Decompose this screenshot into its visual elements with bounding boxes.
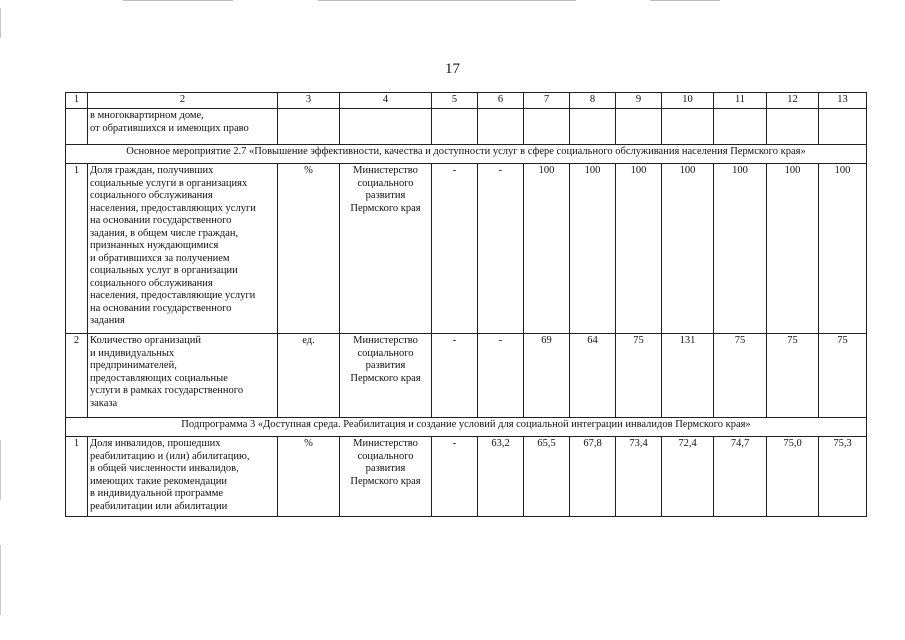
scan-edge-line-right	[650, 0, 720, 1]
header-cell: 11	[714, 93, 767, 109]
value-cell: -	[432, 164, 478, 334]
header-cell: 2	[88, 93, 278, 109]
header-cell: 7	[524, 93, 570, 109]
indicator-name-cell: в многоквартирном доме, от обратившихся и имеющих право	[88, 109, 278, 145]
value-cell	[570, 109, 616, 145]
value-cell: 75,3	[819, 437, 867, 517]
unit-cell: %	[278, 164, 340, 334]
unit-cell: ед.	[278, 334, 340, 418]
value-cell: 75	[767, 334, 819, 418]
value-cell	[819, 109, 867, 145]
indicators-table	[65, 92, 867, 517]
section-title: Подпрограмма 3 «Доступная среда. Реабилитация и создание условий для социальной интеграции инвалидов Пермского края»	[66, 418, 867, 437]
header-cell: 12	[767, 93, 819, 109]
value-cell: 75	[616, 334, 662, 418]
value-cell: 63,2	[478, 437, 524, 517]
header-cell: 9	[616, 93, 662, 109]
value-cell	[616, 109, 662, 145]
row-number-cell: 1	[66, 164, 88, 334]
table-row	[66, 437, 867, 517]
value-cell: 100	[662, 164, 714, 334]
value-cell: 74,7	[714, 437, 767, 517]
value-cell: 100	[570, 164, 616, 334]
value-cell	[478, 109, 524, 145]
value-cell	[767, 109, 819, 145]
indicator-name-cell: Доля инвалидов, прошедших реабилитацию и (или) абилитацию, в общей численности инвалидов, имеющих такие рекомендации в индивидуальной программе реабилитации или абилитации	[88, 437, 278, 517]
header-cell: 1	[66, 93, 88, 109]
value-cell: 64	[570, 334, 616, 418]
header-cell: 10	[662, 93, 714, 109]
unit-cell	[278, 109, 340, 145]
header-cell: 13	[819, 93, 867, 109]
value-cell: 100	[767, 164, 819, 334]
value-cell: 75	[819, 334, 867, 418]
scan-edge-mark-3	[0, 545, 1, 615]
value-cell: -	[432, 437, 478, 517]
table-row	[66, 109, 867, 145]
row-number-cell	[66, 109, 88, 145]
value-cell: 100	[714, 164, 767, 334]
unit-cell: %	[278, 437, 340, 517]
section-row	[66, 145, 867, 164]
value-cell	[714, 109, 767, 145]
value-cell: 65,5	[524, 437, 570, 517]
header-cell: 6	[478, 93, 524, 109]
value-cell	[662, 109, 714, 145]
value-cell	[432, 109, 478, 145]
value-cell: -	[478, 164, 524, 334]
scan-edge-line-mid	[318, 0, 576, 1]
value-cell: 100	[524, 164, 570, 334]
indicator-name-cell: Доля граждан, получивших социальные услуги в организациях социального обслуживания населения, предоставляющих услуги на основании государственного задания, в общем числе граждан, признанных нуждающимися и обратившихся за получением социальных услуг в организации социального обслуживания населения, предоставляющие услуги на основании государственного задания	[88, 164, 278, 334]
header-cell: 5	[432, 93, 478, 109]
value-cell: -	[432, 334, 478, 418]
value-cell: 69	[524, 334, 570, 418]
indicator-name-cell: Количество организаций и индивидуальных предпринимателей, предоставляющих социальные услуги в рамках государственного заказа	[88, 334, 278, 418]
section-row	[66, 418, 867, 437]
value-cell: 131	[662, 334, 714, 418]
value-cell: 100	[616, 164, 662, 334]
value-cell: 73,4	[616, 437, 662, 517]
value-cell: 75	[714, 334, 767, 418]
header-cell: 8	[570, 93, 616, 109]
ministry-cell: Министерство социального развития Пермского края	[340, 437, 432, 517]
row-number-cell: 1	[66, 437, 88, 517]
ministry-cell: Министерство социального развития Пермского края	[340, 164, 432, 334]
header-cell: 3	[278, 93, 340, 109]
value-cell	[524, 109, 570, 145]
ministry-cell: Министерство социального развития Пермского края	[340, 334, 432, 418]
header-cell: 4	[340, 93, 432, 109]
value-cell: 72,4	[662, 437, 714, 517]
table-header-row	[66, 93, 867, 109]
scan-edge-mark-1	[0, 8, 1, 38]
section-title: Основное мероприятие 2.7 «Повышение эффективности, качества и доступности услуг в сфере социального обслуживания населения Пермского края»	[66, 145, 867, 164]
row-number-cell: 2	[66, 334, 88, 418]
value-cell: 67,8	[570, 437, 616, 517]
table-row	[66, 334, 867, 418]
value-cell: -	[478, 334, 524, 418]
table-row	[66, 164, 867, 334]
scan-edge-mark-2	[0, 440, 1, 500]
scan-edge-line-left	[123, 0, 233, 1]
value-cell: 100	[819, 164, 867, 334]
value-cell: 75,0	[767, 437, 819, 517]
ministry-cell	[340, 109, 432, 145]
page-number: 17	[445, 61, 460, 77]
